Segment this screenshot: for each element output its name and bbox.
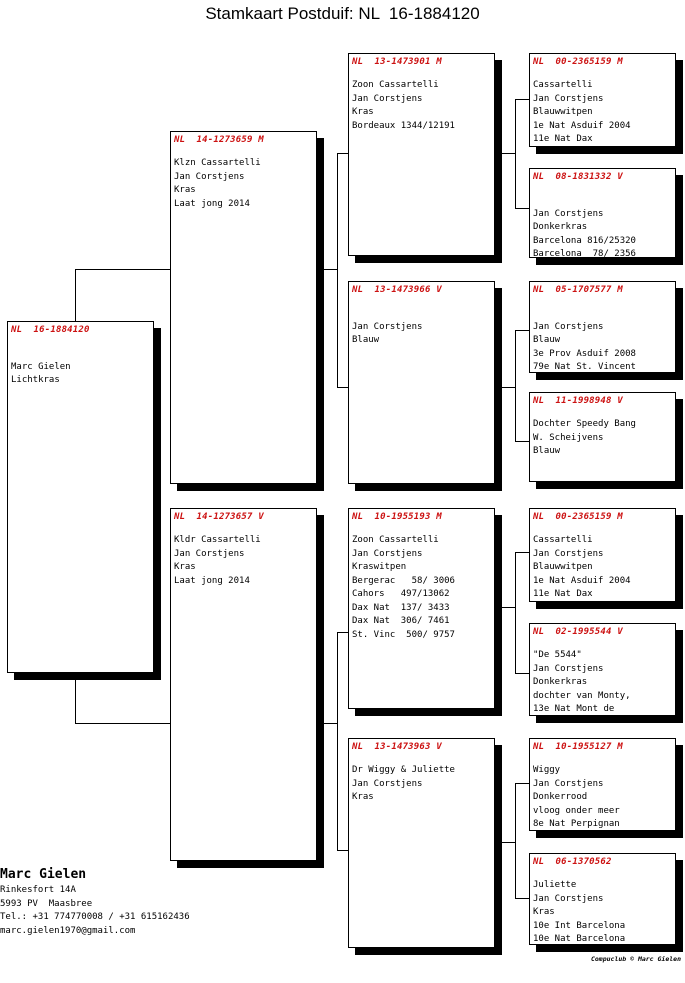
detail-line: Blauw: [533, 335, 561, 345]
detail-line: Jan Corstjens: [174, 171, 245, 182]
owner-name: Marc Gielen: [0, 867, 87, 882]
connector: [502, 607, 516, 608]
pigeon-details: [533, 194, 672, 258]
owner-city: 5993 PV Maasbree: [0, 898, 93, 909]
pigeon-card-mother: [170, 508, 317, 861]
ring-number: NL 00-2365159 M: [533, 57, 623, 67]
detail-line: W. Scheijvens: [533, 432, 604, 443]
pigeon-details: [174, 157, 313, 211]
detail-line: Cahors 497/13062: [352, 589, 450, 599]
detail-line: 1e Nat Asduif 2004: [533, 120, 631, 131]
detail-line: Wiggy: [533, 765, 561, 775]
detail-line: Blauwwitpen: [533, 107, 593, 117]
pigeon-card-ff-dam: [529, 168, 676, 258]
pigeon-details: [533, 534, 672, 602]
pigeon-card-subject: [7, 321, 154, 673]
detail-line: Laat jong 2014: [174, 575, 250, 586]
pigeon-details: [352, 764, 491, 805]
pigeon-card-fm-dam: [529, 392, 676, 482]
ring-number: NL 11-1998948 V: [533, 396, 623, 406]
detail-line: Marc Gielen: [11, 361, 71, 372]
detail-line: Barcelona 78/ 2356: [533, 249, 636, 258]
connector: [515, 898, 530, 899]
detail-line: Klzn Cassartelli: [174, 158, 261, 168]
connector: [75, 672, 76, 724]
pigeon-card-mother-dam: [348, 738, 495, 948]
detail-line: 13e Nat Mont de: [533, 704, 615, 714]
detail-line: Kras: [352, 107, 374, 117]
pigeon-card-ff-sire: [529, 53, 676, 147]
ring-number: NL 08-1831332 V: [533, 172, 623, 182]
detail-line: 1e Nat Asduif 2004: [533, 575, 631, 586]
detail-line: Kras: [533, 907, 555, 917]
connector: [515, 552, 530, 553]
detail-line: Donkerkras: [533, 677, 588, 687]
detail-line: Jan Corstjens: [533, 208, 604, 219]
detail-line: 8e Nat Perpignan: [533, 819, 620, 829]
detail-line: Jan Corstjens: [174, 548, 245, 559]
ring-number: NL 13-1473966 V: [352, 285, 442, 295]
connector: [502, 387, 516, 388]
connector: [515, 330, 530, 331]
detail-line: Kldr Cassartelli: [174, 535, 261, 545]
pigeon-details: [11, 347, 150, 388]
connector: [515, 783, 516, 899]
owner-block: [0, 866, 190, 938]
pigeon-card-fm-sire: [529, 281, 676, 373]
detail-line: Kraswitpen: [352, 562, 407, 572]
connector: [75, 269, 172, 270]
detail-line: Jan Corstjens: [352, 778, 423, 789]
connector: [316, 723, 338, 724]
pigeon-details: [533, 649, 672, 716]
detail-line: Jan Corstjens: [533, 778, 604, 789]
pigeon-card-father: [170, 131, 317, 484]
pigeon-card-mf-dam: [529, 623, 676, 716]
connector: [515, 441, 530, 442]
connector: [502, 842, 516, 843]
pigeon-details: [352, 534, 491, 642]
footer-credit: Compuclub © Marc Gielen: [590, 955, 681, 963]
detail-line: Jan Corstjens: [533, 548, 604, 559]
detail-line: Blauw: [533, 446, 561, 456]
detail-line: 10e Nat Barcelona: [533, 934, 626, 944]
pigeon-details: [533, 307, 672, 373]
connector: [337, 632, 338, 851]
detail-line: Laat jong 2014: [174, 198, 250, 209]
detail-line: Dax Nat 137/ 3433: [352, 602, 450, 613]
ring-number: NL 02-1995544 V: [533, 627, 623, 637]
connector: [75, 269, 76, 322]
detail-line: Dochter Speedy Bang: [533, 419, 636, 429]
detail-line: [11, 347, 150, 361]
detail-line: Bergerac 58/ 3006: [352, 575, 455, 586]
connector: [316, 269, 338, 270]
pigeon-details: [533, 418, 672, 459]
page-title: Stamkaart Postduif: NL 16-1884120: [205, 4, 480, 23]
detail-line: 11e Nat Dax: [533, 134, 593, 144]
connector: [515, 208, 530, 209]
pigeon-card-father-sire: [348, 53, 495, 256]
ring-number: NL 14-1273657 V: [174, 512, 264, 522]
owner-address: Rinkesfort 14A: [0, 885, 76, 895]
ring-number: NL 06-1370562: [533, 857, 612, 867]
connector: [515, 673, 530, 674]
ring-number: NL 13-1473901 M: [352, 57, 442, 67]
connector: [515, 99, 516, 209]
detail-line: 79e Nat St. Vincent: [533, 362, 636, 372]
detail-line: 3e Prov Asduif 2008: [533, 348, 636, 359]
detail-line: Jan Corstjens: [352, 321, 423, 332]
connector: [515, 783, 530, 784]
detail-line: Bordeaux 1344/12191: [352, 120, 455, 131]
pigeon-details: [352, 307, 491, 348]
pigeon-card-mm-sire: [529, 738, 676, 831]
detail-line: Barcelona 816/25320: [533, 235, 636, 246]
pigeon-details: [533, 879, 672, 945]
detail-line: Blauw: [352, 335, 380, 345]
connector: [515, 552, 516, 674]
pigeon-card-father-dam: [348, 281, 495, 484]
ring-number: NL 16-1884120: [11, 325, 90, 335]
ring-number: NL 05-1707577 M: [533, 285, 623, 295]
detail-line: Dax Nat 306/ 7461: [352, 616, 450, 626]
owner-phone: Tel.: +31 774770008 / +31 615162436: [0, 912, 190, 922]
ring-number: NL 13-1473963 V: [352, 742, 442, 752]
ring-number: NL 10-1955193 M: [352, 512, 442, 522]
detail-line: Jan Corstjens: [352, 548, 423, 559]
pigeon-details: [352, 79, 491, 133]
connector: [337, 153, 338, 387]
detail-line: Lichtkras: [11, 375, 60, 385]
detail-line: Jan Corstjens: [533, 93, 604, 104]
detail-line: Jan Corstjens: [352, 93, 423, 104]
pigeon-card-mf-sire: [529, 508, 676, 602]
detail-line: [533, 194, 672, 208]
connector: [515, 330, 516, 442]
detail-line: Jan Corstjens: [533, 893, 604, 904]
pigeon-details: [533, 764, 672, 831]
detail-line: [533, 307, 672, 321]
detail-line: Zoon Cassartelli: [352, 535, 439, 545]
detail-line: [352, 307, 491, 321]
detail-line: Jan Corstjens: [533, 321, 604, 332]
detail-line: 11e Nat Dax: [533, 589, 593, 599]
detail-line: Cassartelli: [533, 535, 593, 545]
detail-line: St. Vinc 500/ 9757: [352, 629, 455, 640]
pigeon-card-mother-sire: [348, 508, 495, 709]
detail-line: Dr Wiggy & Juliette: [352, 765, 455, 775]
pigeon-card-mm-dam: [529, 853, 676, 945]
detail-line: dochter van Monty,: [533, 690, 631, 701]
detail-line: Donkerrood: [533, 792, 588, 802]
detail-line: Donkerkras: [533, 222, 588, 232]
connector: [75, 723, 172, 724]
detail-line: Kras: [174, 185, 196, 195]
ring-number: NL 10-1955127 M: [533, 742, 623, 752]
pigeon-details: [174, 534, 313, 588]
detail-line: Cassartelli: [533, 80, 593, 90]
detail-line: Juliette: [533, 880, 577, 890]
detail-line: Zoon Cassartelli: [352, 80, 439, 90]
connector: [515, 99, 530, 100]
pigeon-details: [533, 79, 672, 147]
detail-line: Kras: [352, 792, 374, 802]
detail-line: 10e Int Barcelona: [533, 920, 626, 931]
detail-line: Kras: [174, 562, 196, 572]
owner-email: marc.gielen1970@gmail.com: [0, 925, 136, 936]
ring-number: NL 14-1273659 M: [174, 135, 264, 145]
detail-line: vloog onder meer: [533, 805, 620, 816]
ring-number: NL 00-2365159 M: [533, 512, 623, 522]
connector: [502, 153, 516, 154]
detail-line: Blauwwitpen: [533, 562, 593, 572]
detail-line: Jan Corstjens: [533, 663, 604, 674]
detail-line: "De 5544": [533, 650, 582, 660]
